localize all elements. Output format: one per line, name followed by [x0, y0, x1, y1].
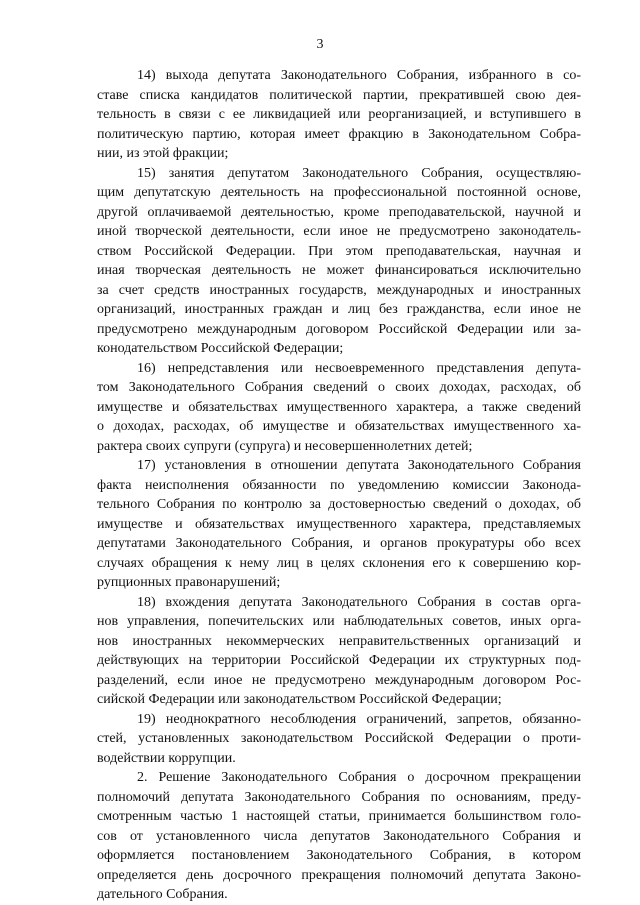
text-line: иной творческой деятельности, если иное не предусмотрено законодатель- — [97, 224, 581, 239]
text-line: 18) вхождения депутата Законодательного Собрания в состав орга- — [137, 594, 581, 610]
text-line: 16) непредставления или несвоевременного представления депута- — [137, 360, 581, 376]
text-line: оформляется постановлением Законодательного Собрания, в котором — [97, 848, 581, 863]
text-line: ством Российской Федерации. При этом преподавательская, научная и — [97, 243, 581, 259]
paragraph-item-17 — [97, 456, 581, 593]
text-line: водействии коррупции. — [97, 750, 236, 766]
text-line: 2. Решение Законодательного Собрания о досрочном прекращении — [137, 770, 581, 785]
text-line: 19) неоднократного несоблюдения ограничений, запретов, обязанно- — [137, 711, 581, 727]
text-line: смотренным частью 1 настоящей статьи, принимается большинством голо- — [97, 809, 581, 824]
text-line: предусмотрено международным договором Российской Федерации или за- — [97, 321, 581, 337]
text-line: щим депутатскую деятельность на профессиональной постоянной основе, — [97, 185, 581, 200]
text-line: нов управления, попечительских или наблюдательных советов, иных орга- — [97, 614, 581, 629]
text-line: нов иностранных некоммерческих неправительственных организаций и — [97, 633, 581, 649]
paragraph-item-16 — [97, 359, 581, 457]
text-line: полномочий депутата Законодательного Собрания по основаниям, преду- — [97, 789, 581, 805]
text-line: разделений, если иное не предусмотрено международным договором Рос- — [97, 672, 581, 688]
text-line: сийской Федерации или законодательством Российской Федерации; — [97, 692, 502, 707]
text-line: тельность в связи с ее ликвидацией или реорганизацией, и вступившего в — [97, 107, 581, 122]
text-line: о доходах, расходах, об имуществе и обязательствах имущественного ха- — [97, 419, 581, 434]
text-line: имуществе и обязательствах имущественного характера, а также сведений — [97, 399, 581, 415]
text-line: тельного Собрания по контролю за достоверностью сведений о доходах, об — [97, 497, 581, 512]
text-line: дательного Собрания. — [97, 887, 228, 902]
text-line: конодательством Российской Федерации; — [97, 341, 344, 356]
text-line: действующих на территории Российской Федерации их структурных под- — [97, 653, 581, 668]
page-number: 3 — [316, 37, 324, 52]
text-line: 17) установления в отношении депутата Законодательного Собрания — [137, 458, 581, 473]
text-line: за счет средств иностранных государств, международных и иностранных — [97, 282, 581, 298]
text-line: имуществе и обязательствах имущественного характера, представляемых — [97, 516, 581, 532]
text-line: депутатами Законодательного Собрания, и органов прокуратуры обо всех — [97, 536, 581, 551]
paragraph-item-19 — [97, 710, 581, 769]
paragraph-part-2 — [97, 768, 581, 905]
text-line: том Законодательного Собрания сведений о своих доходах, расходах, об — [97, 380, 581, 395]
text-line: другой оплачиваемой деятельностью, кроме преподавательской, научной и — [97, 204, 581, 220]
text-line: ставе списка кандидатов политической партии, прекратившей свою дея- — [97, 87, 581, 103]
paragraph-item-18 — [97, 593, 581, 710]
document-body — [97, 66, 581, 905]
text-line: сов от установленного числа депутатов Законодательного Собрания и — [97, 828, 581, 844]
paragraph-item-14 — [97, 66, 581, 164]
text-line: рактера своих супруги (супруга) и несовершеннолетних детей; — [97, 438, 473, 454]
text-line: иная творческая деятельность не может финансироваться исключительно — [97, 263, 581, 278]
text-line: стей, установленных законодательством Российской Федерации о проти- — [97, 731, 581, 746]
text-line: рупционных правонарушений; — [97, 575, 281, 590]
text-line: 14) выхода депутата Законодательного Собрания, избранного в со- — [137, 68, 581, 83]
text-line: случаях обращения к нему лиц в целях склонения его к совершению кор- — [97, 555, 581, 571]
paragraph-item-15 — [97, 164, 581, 359]
text-line: организаций, иностранных граждан и лиц без гражданства, если иное не — [97, 302, 581, 317]
text-line: определяется день досрочного прекращения полномочий депутата Законо- — [97, 867, 581, 883]
text-line: 15) занятия депутатом Законодательного Собрания, осуществляю- — [137, 165, 581, 181]
text-line: политическую партию, которая имеет фракцию в Законодательном Собра- — [97, 126, 581, 142]
text-line: нии, из этой фракции; — [97, 146, 229, 161]
text-line: факта неисполнения обязанности по уведомлению комиссии Законода- — [97, 477, 581, 493]
